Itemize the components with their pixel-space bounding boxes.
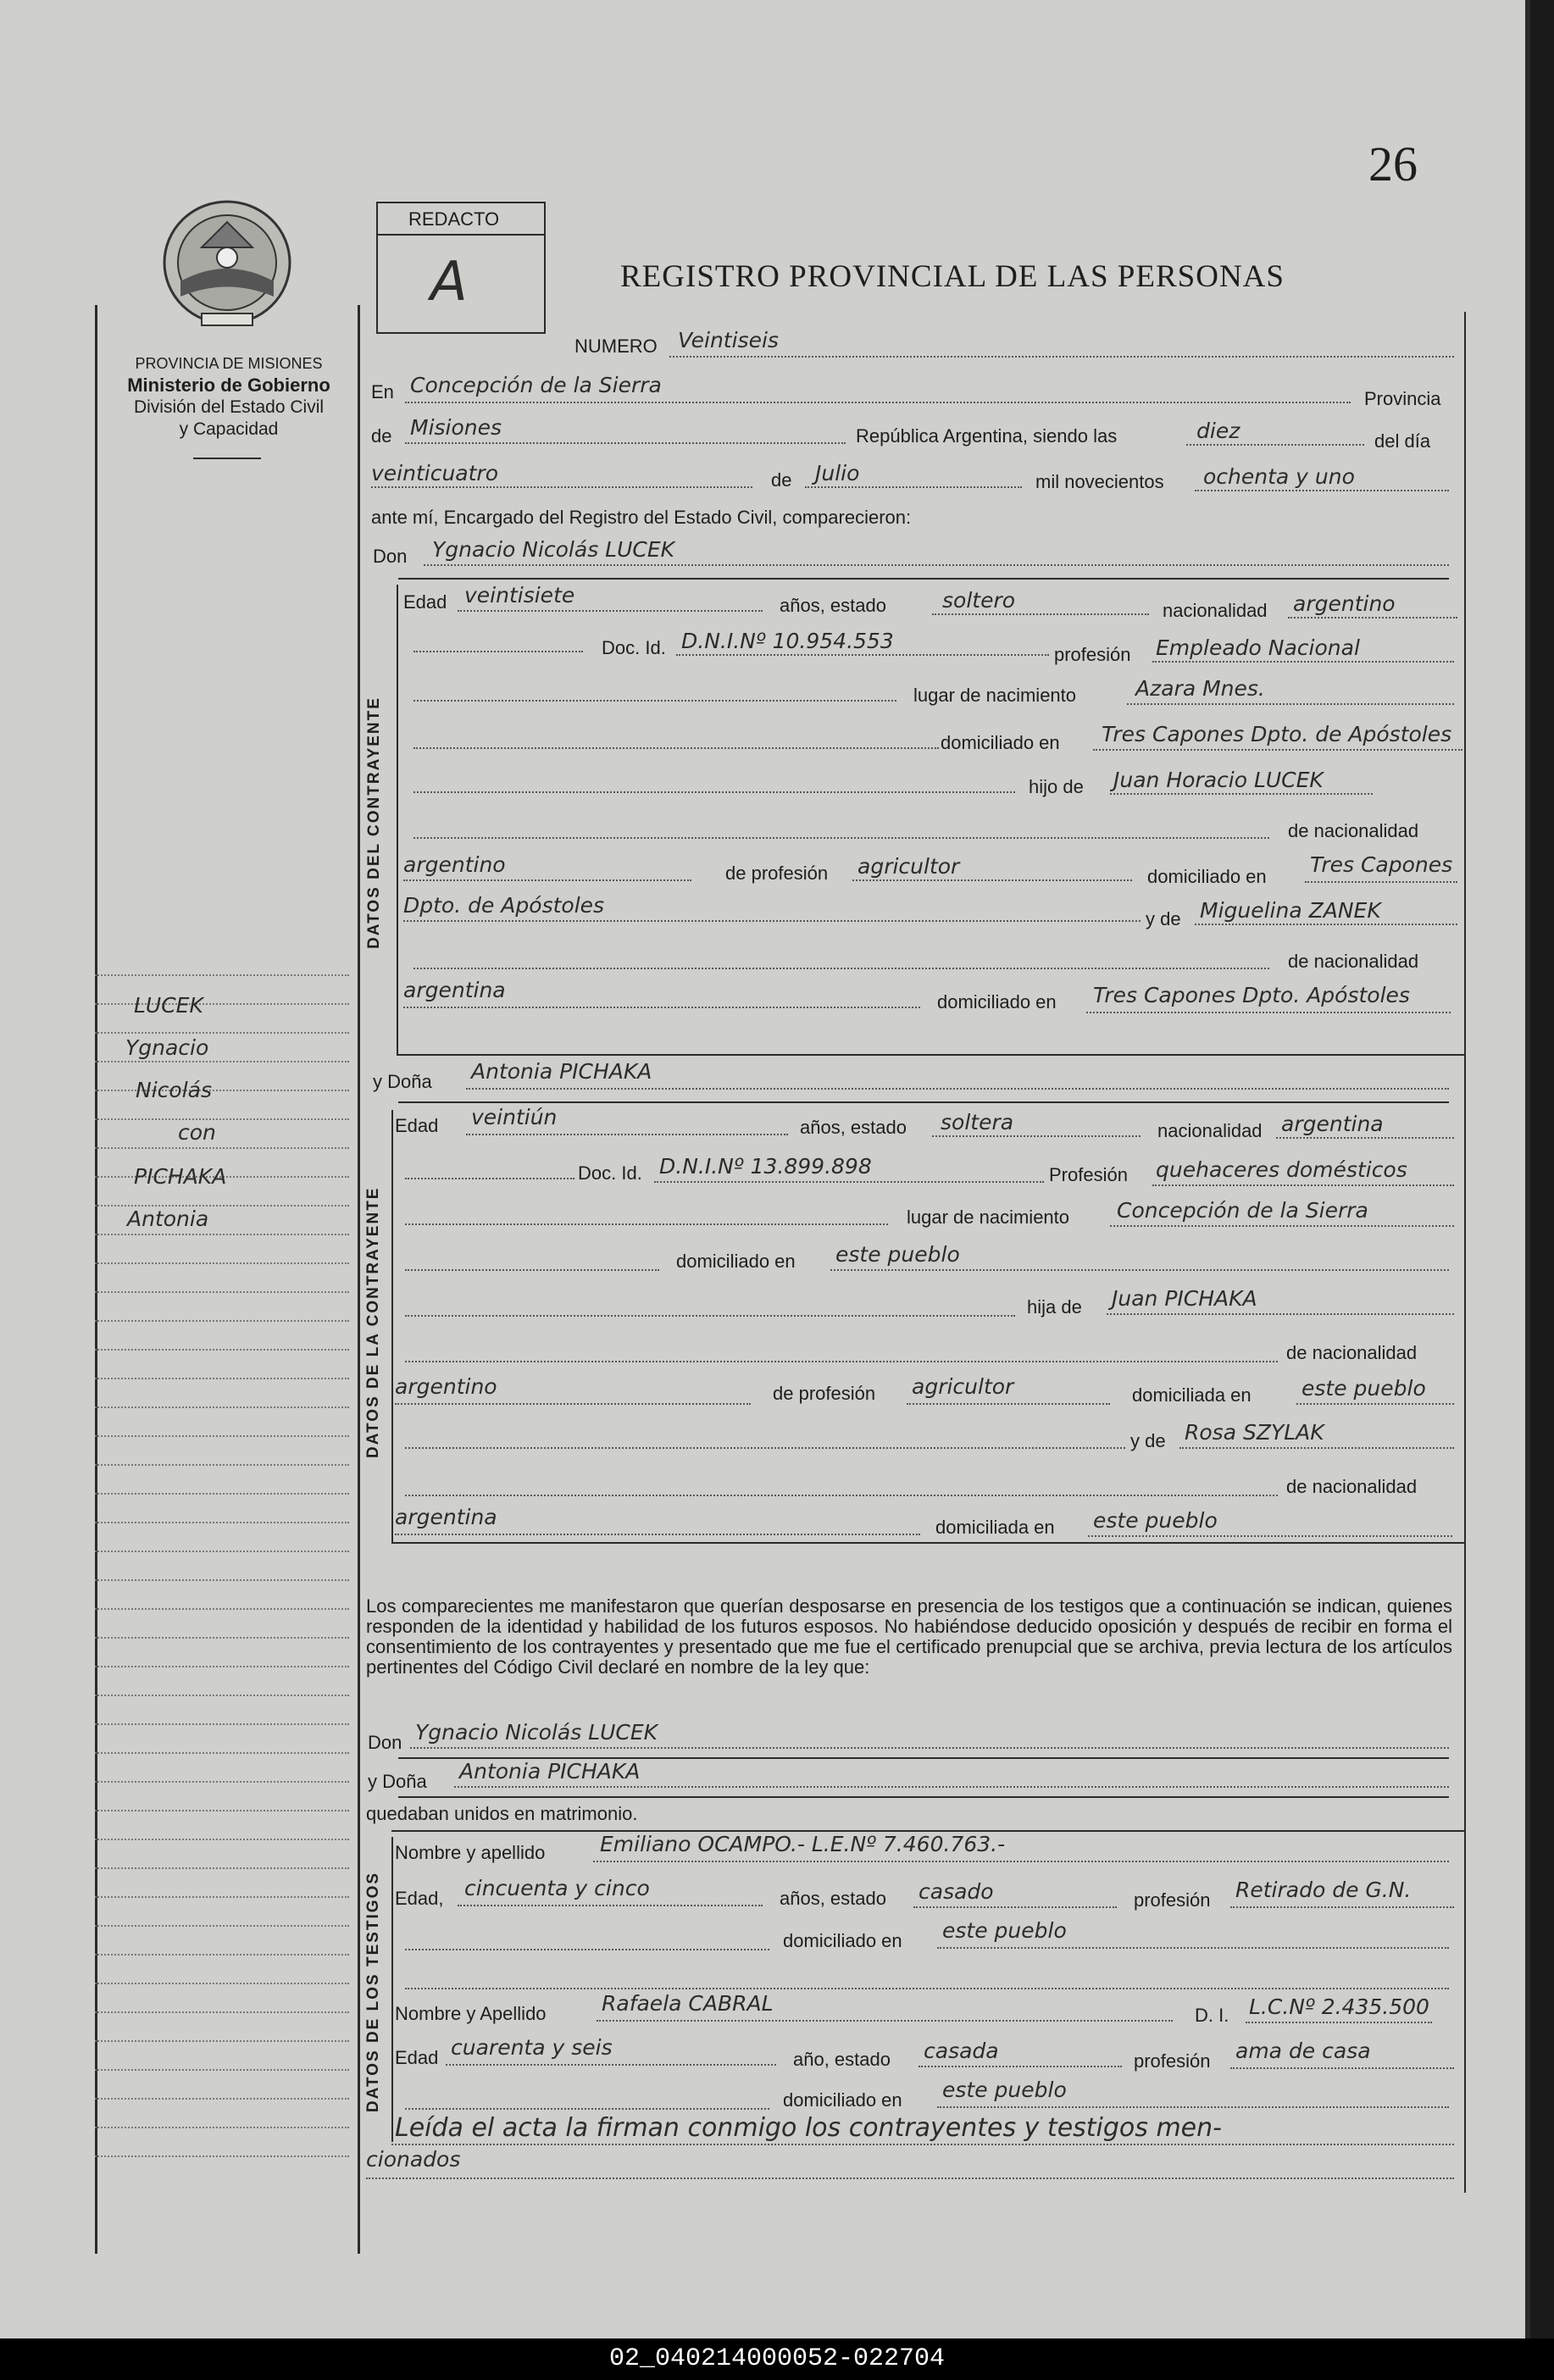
f-edad-label: Edad [395,1115,439,1136]
margin-rule [95,1147,349,1149]
mil-label: mil novecientos [1035,471,1164,492]
f-de-nacionalidad-label: de nacionalidad [1286,1342,1418,1363]
f-y-de-label: y de [1130,1430,1166,1451]
c-lugar-label: lugar de nacimiento [913,685,1077,706]
republica-label: República Argentina, siendo las [856,425,1118,447]
f-domiciliado-label: domiciliado en [676,1251,796,1272]
f-domicilio-value: este pueblo [835,1242,960,1267]
t2-prof-label: profesión [1134,2050,1211,2072]
closing-line-2: cionados [366,2147,461,2172]
margin-rule [95,1090,349,1091]
de-label: de [371,425,392,447]
margin-rule [95,1608,349,1610]
margin-rule [95,1378,349,1379]
margin-rule [95,1349,349,1351]
section-label-testigos: DATOS DE LOS TESTIGOS [364,1871,382,2113]
margin-rule [95,1896,349,1898]
anio-value: ochenta y uno [1203,464,1355,489]
province-label: PROVINCIA DE MISIONES [135,355,323,372]
hora-value: diez [1196,419,1240,443]
c-domiciliado-label: domiciliado en [941,732,1060,753]
margin-rule [95,1723,349,1725]
t2-nombre-label: Nombre y Apellido [395,2003,547,2024]
f-madre-value: Rosa SZYLAK [1185,1420,1324,1445]
page-number: 26 [1368,136,1418,191]
t1-dom-value: este pueblo [942,1918,1067,1943]
numero-value: Veintiseis [678,328,779,352]
c-nacionalidad-label: nacionalidad [1163,600,1268,621]
margin-rule [95,1810,349,1811]
f-padre-value: Juan PICHAKA [1112,1286,1257,1311]
f-lugar-label: lugar de nacimiento [907,1207,1070,1228]
mes-value: Julio [815,461,860,485]
de-mes-label: de [771,469,792,491]
f-de-profesion-label: de profesión [773,1383,876,1404]
t2-anios-label: año, estado [793,2049,891,2070]
redacto-label: REDACTO [408,208,500,230]
t2-di-value: L.C.Nº 2.435.500 [1249,1994,1429,2019]
margin-rule [95,2127,349,2128]
margin-rule [95,2155,349,2157]
c-anios-estado-label: años, estado [780,595,886,616]
c-hijo-label: hijo de [1029,776,1084,797]
t2-prof-value: ama de casa [1235,2039,1371,2063]
c-profesion-value: Empleado Nacional [1156,635,1360,660]
margin-note: Ygnacio [125,1035,209,1060]
margin-note: PICHAKA [134,1164,227,1189]
redacto-box [376,202,546,334]
margin-rule [95,1493,349,1495]
c-y-de-label: y de [1146,908,1181,929]
numero-label: NUMERO [574,336,658,357]
margin-rule [95,1752,349,1754]
c-madre-value: Miguelina ZANEK [1200,898,1381,923]
decl-closing: quedaban unidos en matrimonio. [366,1803,638,1824]
margin-rule [95,1925,349,1927]
t2-estado-value: casada [924,2039,999,2063]
c-padre-dom-2-value: Dpto. de Apóstoles [403,893,605,918]
place-value: Concepción de la Sierra [410,373,662,397]
del-dia-label: del día [1374,430,1431,452]
margin-note: Antonia [127,1207,209,1231]
margin-rule [95,1551,349,1552]
scan-id-footer: 02_040214000052-022704 [0,2338,1554,2380]
declaration-paragraph: Los comparecientes me manifestaron que querían desposarse en presencia de los testigos que a continuación se indican, quienes responden de la identidad y habilidad de los futuros esposos. No habiéndose deducido oposición y después de recibir en forma el consentimiento de los contrayentes y presentado que me fue el certificado prenupcial que se archiva, previa lectura de los artículos pertinentes del Código Civil declaré en nombre de la ley que: [366,1595,1452,1678]
dona-label: y Doña [373,1071,432,1092]
c-padre-dom-1-value: Tres Capones [1310,852,1453,877]
c-estado-value: soltero [942,588,1016,613]
ministry-label: Ministerio de Gobierno [127,374,330,396]
margin-rule [95,1954,349,1956]
ante-mi-text: ante mí, Encargado del Registro del Estado Civil, comparecieron: [371,507,912,528]
margin-rule [95,1320,349,1322]
provincia-label: Provincia [1364,388,1441,409]
f-padre-dom-value: este pueblo [1301,1376,1426,1401]
margin-rule [95,1003,349,1005]
margin-rule [95,1839,349,1840]
en-label: En [371,381,394,402]
margin-rule [95,2098,349,2100]
margin-rule [95,1118,349,1120]
margin-rule [95,1464,349,1466]
c-edad-label: Edad [403,591,447,613]
f-madre-dom-value: este pueblo [1093,1508,1218,1533]
margin-rule [95,1032,349,1034]
t2-di-label: D. I. [1195,2005,1229,2026]
t2-edad-value: cuarenta y seis [451,2035,613,2060]
f-nacionalidad-value: argentina [1281,1112,1384,1136]
c-padre-dom-label: domiciliado en [1147,866,1267,887]
c-madre-dom-label: domiciliado en [937,991,1057,1012]
t2-dom-label: domiciliado en [783,2089,902,2111]
c-doc-label: Doc. Id. [602,637,666,658]
c-madre-nac-value: argentina [403,978,506,1002]
t1-dom-label: domiciliado en [783,1930,902,1951]
section-label-contrayente-f: DATOS DE LA CONTRAYENTE [364,1186,382,1458]
t1-estado-value: casado [919,1879,994,1904]
c-padre-value: Juan Horacio LUCEK [1113,768,1324,792]
margin-note: LUCEK [134,993,203,1018]
f-madre-nac-value: argentina [395,1505,497,1529]
decl-dona-label: y Doña [368,1771,427,1792]
margin-rule [95,2040,349,2042]
margin-note: con [178,1120,216,1145]
f-hija-label: hija de [1027,1296,1082,1318]
margin-rule [95,1695,349,1696]
capacity-label: y Capacidad [179,419,279,439]
section-label-contrayente: DATOS DEL CONTRAYENTE [365,696,383,949]
t1-prof-value: Retirado de G.N. [1235,1878,1412,1902]
c-padre-prof-value: agricultor [857,854,960,879]
margin-rule [95,1666,349,1667]
t2-edad-label: Edad [395,2047,439,2068]
t1-anios-label: años, estado [780,1888,886,1909]
f-profesion-value: quehaceres domésticos [1156,1157,1407,1182]
margin-rule [95,1579,349,1581]
margin-rule [95,974,349,976]
don-value: Ygnacio Nicolás LUCEK [432,537,675,562]
f-lugar-value: Concepción de la Sierra [1117,1198,1368,1223]
c-lugar-value: Azara Mnes. [1135,676,1265,701]
margin-rule [95,1637,349,1639]
don-label: Don [373,546,408,567]
f-madre-dom-label: domiciliada en [935,1517,1055,1538]
f-madre-nac-label: de nacionalidad [1286,1476,1418,1497]
margin-note: Nicolás [136,1078,212,1102]
margin-rule [95,1435,349,1437]
f-padre-dom-label: domiciliada en [1132,1384,1252,1406]
c-madre-nac-label: de nacionalidad [1288,951,1419,972]
document-title: REGISTRO PROVINCIAL DE LAS PERSONAS [620,259,1285,294]
c-madre-dom-value: Tres Capones Dpto. Apóstoles [1093,983,1410,1007]
f-anios-estado-label: años, estado [800,1117,907,1138]
c-edad-value: veintisiete [464,583,575,607]
t1-edad-value: cincuenta y cinco [464,1876,650,1900]
c-de-nacionalidad-label: de nacionalidad [1288,820,1419,841]
dona-value: Antonia PICHAKA [471,1059,652,1084]
margin-rule [95,1781,349,1783]
closing-line-1: Leída el acta la firman conmigo los contrayentes y testigos men- [395,2113,1222,2143]
c-padre-nac-value: argentino [403,852,506,877]
redacto-initials: A [430,251,468,313]
f-edad-value: veintiún [471,1105,558,1129]
f-nacionalidad-label: nacionalidad [1157,1120,1263,1141]
t1-nombre-value: Emiliano OCAMPO.- L.E.Nº 7.460.763.- [600,1832,1006,1856]
ministry-header [102,352,356,441]
t2-nombre-value: Rafaela CABRAL [602,1991,774,2016]
margin-rule [95,1262,349,1264]
margin-rule [95,1406,349,1408]
decl-don-label: Don [368,1732,402,1753]
decl-dona-value: Antonia PICHAKA [459,1759,641,1784]
margin-rule [95,1291,349,1293]
f-doc-value: D.N.I.Nº 13.899.898 [659,1154,872,1179]
margin-rule [95,1234,349,1235]
margin-rule [95,2069,349,2071]
f-profesion-label: Profesión [1049,1164,1128,1185]
f-padre-nac-value: argentino [395,1374,497,1399]
t1-prof-label: profesión [1134,1889,1211,1911]
c-doc-value: D.N.I.Nº 10.954.553 [681,629,894,653]
margin-rule [95,1522,349,1523]
provincial-seal-icon [159,197,295,328]
c-domicilio-value: Tres Capones Dpto. de Apóstoles [1102,722,1452,746]
margin-rule [95,2011,349,2013]
division-label: División del Estado Civil [133,397,325,417]
f-estado-value: soltera [941,1110,1014,1135]
c-profesion-label: profesión [1054,644,1131,665]
decl-don-value: Ygnacio Nicolás LUCEK [415,1720,658,1745]
c-nacionalidad-value: argentino [1293,591,1396,616]
dia-value: veinticuatro [371,461,498,485]
f-padre-prof-value: agricultor [912,1374,1014,1399]
c-de-profesion-label: de profesión [725,863,829,884]
f-doc-label: Doc. Id. [578,1162,642,1184]
t1-edad-label: Edad, [395,1888,444,1909]
margin-rule [95,1983,349,1984]
province-value: Misiones [410,415,502,440]
margin-rule [95,1867,349,1869]
t1-nombre-label: Nombre y apellido [395,1842,546,1863]
t2-dom-value: este pueblo [942,2078,1067,2102]
margin-rule [95,1061,349,1062]
